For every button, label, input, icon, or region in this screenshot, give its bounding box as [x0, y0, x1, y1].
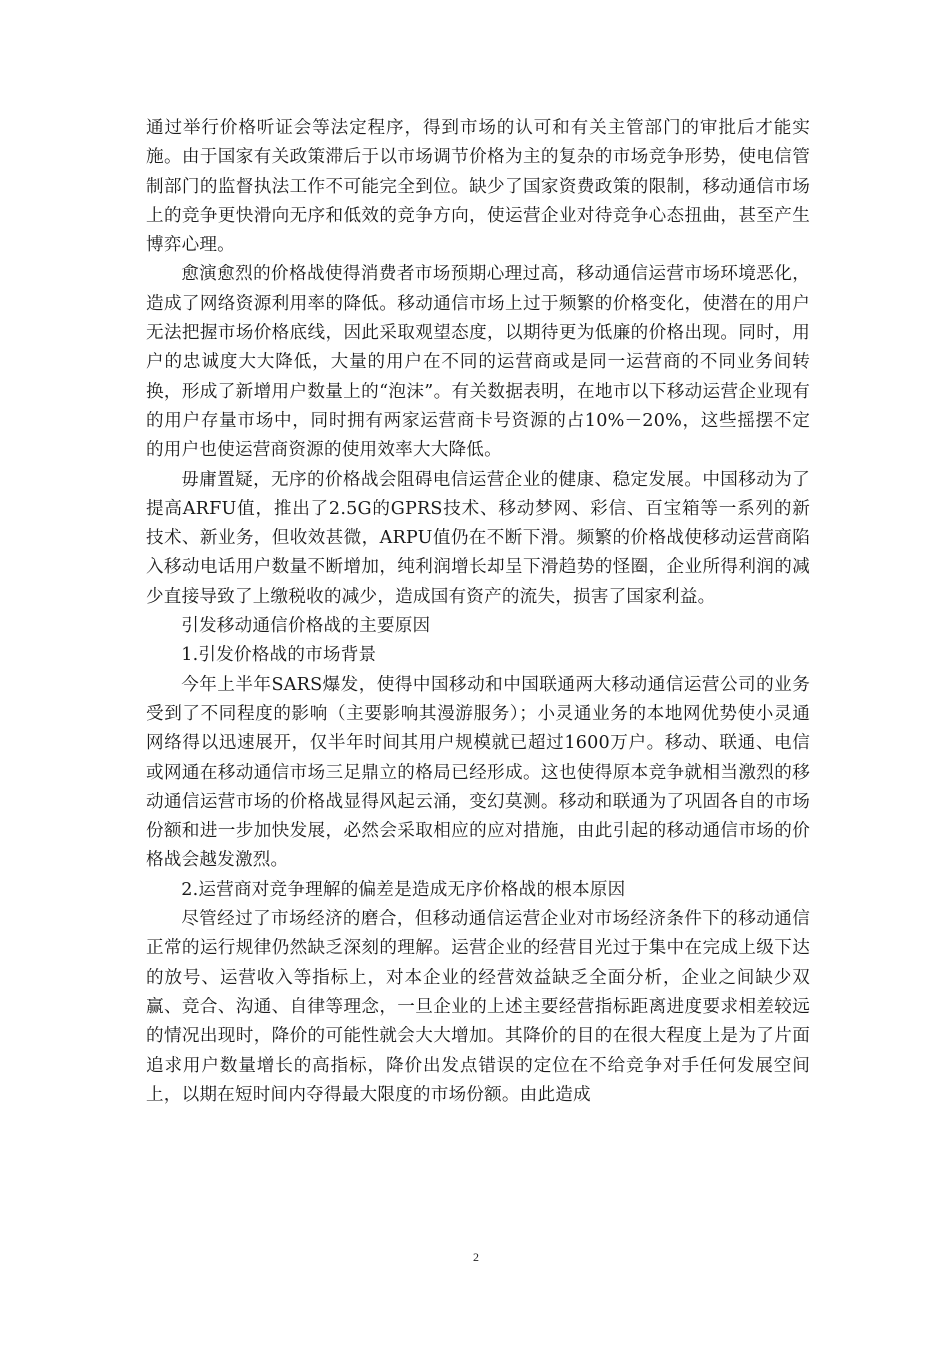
- document-body: [146, 114, 810, 1110]
- paragraph-price-war-effects: 愈演愈烈的价格战使得消费者市场预期心理过高，移动通信运营市场环境恶化，造成了网络资源利用率的降低。移动通信市场上过于频繁的价格变化，使潜在的用户无法把握市场价格底线，因此采取观望态度，以期待更为低廉的价格出现。同时，用户的忠诚度大大降低，大量的用户在不同的运营商或是同一运营商的不同业务间转换，形成了新增用户数量上的“泡沫”。有关数据表明，在地市以下移动运营企业现有的用户存量市场中，同时拥有两家运营商卡号资源的占10%－20%，这些摇摆不定的用户也使运营商资源的使用效率大大降低。: [146, 264, 810, 461]
- subheading-root-cause: 2.运营商对竞争理解的偏差是造成无序价格战的根本原因: [181, 879, 626, 900]
- subheading-market-background: 1.引发价格战的市场背景: [181, 645, 377, 666]
- page-number: 2: [473, 1250, 479, 1264]
- paragraph-market-background: 今年上半年SARS爆发，使得中国移动和中国联通两大移动通信运营公司的业务受到了不同程度的影响（主要影响其漫游服务）；小灵通业务的本地网优势使小灵通网络得以迅速展开，仅半年时间其用户规模就已超过1600万户。移动、联通、电信或网通在移动通信市场三足鼎立的格局已经形成。这也使得原本竞争就相当激烈的移动通信运营市场的价格战显得风起云涌，变幻莫测。移动和联通为了巩固各自的市场份额和进一步加快发展，必然会采取相应的应对措施，由此引起的移动通信市场的价格战会越发激烈。: [146, 674, 810, 871]
- paragraph-root-cause: 尽管经过了市场经济的磨合，但移动通信运营企业对市场经济条件下的移动通信正常的运行规律仍然缺乏深刻的理解。运营企业的经营目光过于集中在完成上级下达的放号、运营收入等指标上，对本企业的经营效益缺乏全面分析，企业之间缺少双赢、竞合、沟通、自律等理念，一旦企业的上述主要经营指标距离进度要求相差较远的情况出现时，降价的可能性就会大大增加。其降价的目的在很大程度上是为了片面追求用户数量增长的高指标，降价出发点错误的定位在不给竞争对手任何发展空间上，以期在短时间内夺得最大限度的市场份额。由此造成: [146, 909, 810, 1105]
- section-heading-main-causes: 引发移动通信价格战的主要原因: [181, 616, 431, 637]
- paragraph-continuation: 通过举行价格听证会等法定程序，得到市场的认可和有关主管部门的审批后才能实施。由于国家有关政策滞后于以市场调节价格为主的复杂的市场竞争形势，使电信管制部门的监督执法工作不可能完全到位。缺少了国家资费政策的限制，移动通信市场上的竞争更快滑向无序和低效的竞争方向，使运营企业对待竞争心态扭曲，甚至产生博弈心理。: [146, 118, 810, 256]
- paragraph-development-obstacle: 毋庸置疑，无序的价格战会阻碍电信运营企业的健康、稳定发展。中国移动为了提高ARFU值，推出了2.5G的GPRS技术、移动梦网、彩信、百宝箱等一系列的新技术、新业务，但收效甚微，ARPU值仍在不断下滑。频繁的价格战使移动运营商陷入移动电话用户数量不断增加，纯利润增长却呈下滑趋势的怪圈，企业所得利润的减少直接导致了上缴税收的减少，造成国有资产的流失，损害了国家利益。: [146, 469, 810, 607]
